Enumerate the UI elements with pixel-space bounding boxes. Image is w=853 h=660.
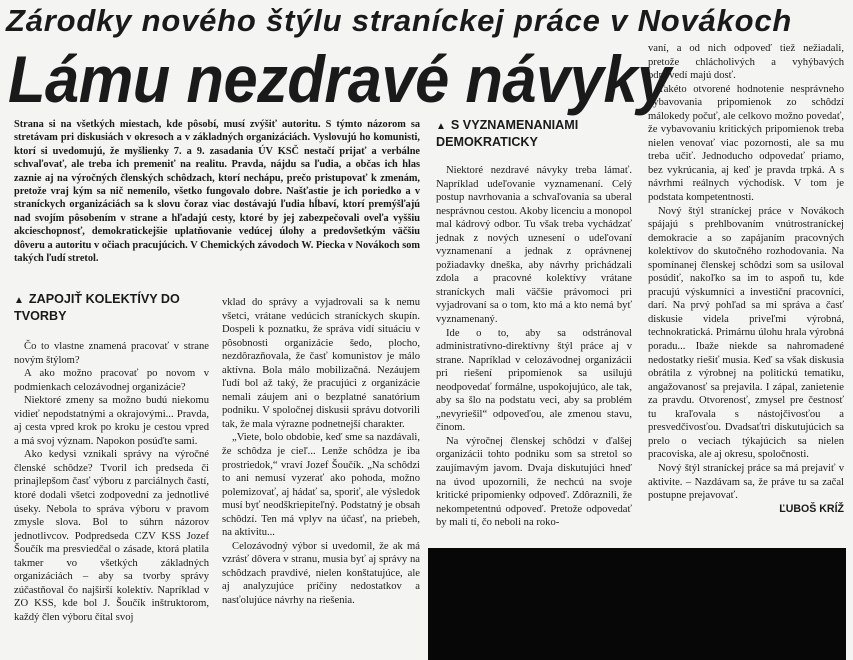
column-4-text [648, 42, 844, 503]
article-headline: Lámu nezdravé návyky [8, 42, 671, 116]
author-signature: ĽUBOŠ KRÍŽ [779, 502, 844, 515]
triangle-bullet-icon: ▲ [436, 121, 446, 132]
paragraph: Celozávodný výbor si uvedomil, že ak má vzrásť dôvera v stranu, musia byť aj správy na schôdzach pravdivé, nielen konštatujúce, ale aj analyzujúce príčiny nedostatkov a nasťolujúce návrhy na riešenia. [222, 540, 420, 607]
paragraph: Nový štýl straníckej práce sa má prejaviť v aktivite. – Nazdávam sa, že práve tu sa začal postupne prejavovať. [648, 462, 844, 502]
paragraph: Čo to vlastne znamená pracovať v strane novým štýlom? [14, 341, 209, 366]
paragraph: Niektoré nezdravé návyky treba lámať. Napríklad udeľovanie vyznamenaní. Celý postup navrhovania a schvaľovania sa uberal nesprávnou cestou. Akoby licenciu a monopol mal kádrový odbor. Tu však treba vychádzať jednak z nových uznesení o udeľovaní vyznamenaní a jednak z oprávnenej požiadavky dneška, aby návrhy prichádzali zdola a pracovné kolektívy vrátane straníckych mali väčšie právomoci pri vyjadrovaní sa o tom, kto má a kto nemá byť vyznamenaný. [436, 165, 632, 326]
paragraph: Nový štýl straníckej práce v Novákoch spájajú s prehlbovaním vnútrostraníckej demokracie a so zapájaním pracovných kolektívov do skutočného rozhodovania. Na spomínanej členskej schôdzi som sa usiloval posúdiť, nakoľko sa im to aspoň tu, kde pracujú výskumníci a investiční pracovníci, darí. Na prvý pohľad sa mi správa a časť diskusie videla priveľmi výrobná, technokratická. Primárnu úlohu hrala výrobná poradu... Ibaže niekde sa nahromadené nedostatky riešiť musia. Keď sa však diskusia obrátila z výrobnej na politickú tematiku, angažovanosť sa prejavila. I zápal, zanietenie za pravdu. Otvorenosť, zmysel pre čestnosť tu kraľovala s nástojčivosťou a presvedčivosťou. Dvadsaťtri diskutujúcich sa prelo o veciach týkajúcich sa nielen pracoviska, ale aj okresu, spoločnosti. [648, 205, 844, 461]
paragraph: Na výročnej členskej schôdzi v ďalšej organizácii tohto podniku som sa stretol so zaujímavým javom. Dvaja diskutujúci hneď na úvod upozornili, že nechcú na svoje kritické pripomienky odpoveď. Zdôraznili, že nekompetentnú odpoveď. Pretože odpovedať by mali tí, čo neboli na roko- [436, 435, 632, 529]
lead-paragraph: Strana si na všetkých miestach, kde pôsobí, musí zvýšiť autoritu. S týmto názorom sa stretávam pri diskusiách v okresoch a v základných organizáciách. Vyslovujú ho komunisti, ktorí si uvedomujú, že myšlienky 7. a 9. zasadania ÚV KSČ nestačí prijať a verbálne schvaľovať, ale treba ich premeniť na realitu. Pravda, nájdu sa ľudia, a občas ich hlas zaznie aj na výročných členských schôdzach, ktorí nechápu, prečo pristupovať k zmenám, pretože vraj kým sa nič nemenilo, všetko fungovalo dobre. Našťastie je ich poriedko a v straníckych organizáciách sa k slovu čoraz viac dostávajú ľudia hĺbaví, ktorí premýšľajú nad svojím pôsobením v strane a hľadajú cesty, ktoré by jej zabezpečovali oveľa vyššiu akcieschopnosť, demokratickejšie uplatňovanie vedúcej úlohy a predovšetkým väčšiu dôveru a autoritu v očiach pracujúcich. V Chemických závodoch W. Piecka v Novákoch som takých ľudí stretol. [14, 119, 420, 265]
redaction-block [428, 548, 846, 660]
paragraph: A ako možno pracovať po novom v podmienkach celozávodnej organizácie? [14, 368, 209, 393]
column-1 [14, 292, 209, 624]
paragraph: „Viete, bolo obdobie, keď sme sa nazdávali, že schôdza je cieľ... Lenže schôdza je iba prostriedok,“ vraví Jozef Šoučík. „Na schôdzi to ani nemusí vyzerať ako pohoda, možno polemizovať, aj hádať sa, sporiť, ale výsledok musí byť neodškriepiteľný. Podstatný je obsah schôdzí. Ten má vplyv na účasť, na priebeh, na aktivitu... [222, 432, 420, 539]
column-4 [648, 42, 844, 516]
article-kicker: Zárodky nového štýlu straníckej práce v Novákoch [6, 3, 793, 38]
column-2 [222, 296, 420, 608]
paragraph: Ako kedysi vznikali správy na výročné členské schôdze? Tvoril ich predseda či prinajlepšom časť výboru z parciálnych častí, ktoré dodali všetci zodpovední za jednotlivé úseky. Nebola to správa výboru v pravom zmysle slova. Bol to súhrn názorov jednotlivcov. Podpredseda CZV KSS Jozef Šoučík ma presviedčal o zásade, ktorá platila takmer vo všetkých základných organizáciách – aby sa tvorby správy zúčastňoval čo najširší kolektív. Napríklad v ZO KSS, kde bol J. Šoučík inštruktorom, každý člen výboru čítal svoj [14, 449, 209, 623]
column-1-text [14, 340, 209, 624]
column-3 [436, 118, 632, 530]
triangle-bullet-icon: ▲ [14, 295, 24, 306]
paragraph: vaní, a od nich odpoveď tiež nežiadali, pretože chlácholivých a vyhýbavých odpovedí majú dosť. [648, 43, 844, 82]
paragraph: Takéto otvorené hodnotenie nesprávneho vybavovania pripomienok zo schôdzí málokedy počuť, ale celkovo možno povedať, že vybavovaniu kritických pripomienok treba nielen venovať viac pozornosti, ale sa mu treba učiť. Jednoducho odpovedať priamo, bez vykrúcania, aj keď je pravda trpká. A s návrhmi reálnych východísk. V tom je podstata kompetentnosti. [648, 83, 844, 204]
paragraph: vklad do správy a vyjadrovali sa k nemu všetci, vrátane vedúcich straníckych skupín. Dospeli k poznatku, že správa vidí situáciu v pôsobnosti organizácie šedo, plocho, nezdôrazňovala, že časť komunistov je málo aktívna. Bola málo mobilizačná. Nezáujem ľudí bol až taký, že pracujúci z organizácie nemali záujem ani o bezplatné sanatórium podniku. V spoločnej diskusii správu dotvorili tak, že mala výrazne podnetnejší charakter. [222, 297, 420, 430]
column-3-text [436, 164, 632, 530]
section-heading-1: ▲ ZAPOJIŤ KOLEKTÍVY DO TVORBY [14, 292, 180, 323]
paragraph: Niektoré zmeny sa možno budú niekomu vidieť nepodstatnými a okrajovými... Pravda, aj cesta vpred krok po kroku je cestou vpred a má svoj význam. Napokon posúďte sami. [14, 395, 209, 447]
paragraph: Ide o to, aby sa odstránoval administratívno-direktívny štýl práce aj v strane. Napríklad v celozávodnej organizácii pri riešení pripomienok sa usilujú neodpovedať formálne, uspokojujúco, ale tak, aby sa šlo na podstatu veci, aby sa problém „nevyriešil“ odpoveďou, ale zmenou stavu, činom. [436, 327, 632, 434]
section-heading-2: ▲ S VYZNAMENANIAMI DEMOKRATICKY [436, 118, 579, 149]
